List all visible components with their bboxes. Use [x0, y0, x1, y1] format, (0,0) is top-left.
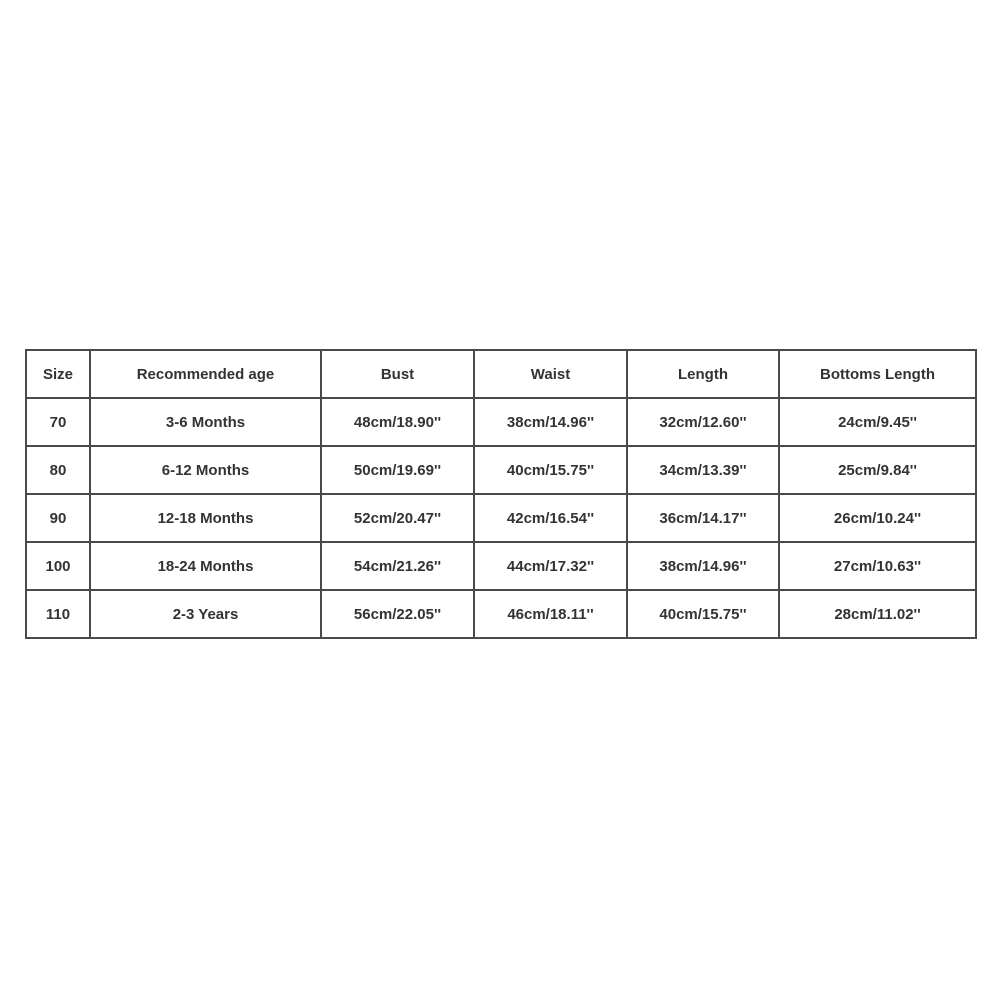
cell-size: 80: [26, 446, 90, 494]
cell-waist: 44cm/17.32'': [474, 542, 627, 590]
size-chart-table: [25, 349, 977, 639]
table-row: [26, 590, 976, 638]
table-row: [26, 494, 976, 542]
cell-waist: 42cm/16.54'': [474, 494, 627, 542]
cell-bottoms-length: 27cm/10.63'': [779, 542, 976, 590]
cell-length: 32cm/12.60'': [627, 398, 779, 446]
cell-bottoms-length: 28cm/11.02'': [779, 590, 976, 638]
table-row: [26, 446, 976, 494]
cell-recommended-age: 18-24 Months: [90, 542, 321, 590]
cell-size: 70: [26, 398, 90, 446]
header-length: Length: [627, 350, 779, 398]
header-waist: Waist: [474, 350, 627, 398]
cell-bottoms-length: 26cm/10.24'': [779, 494, 976, 542]
header-recommended-age: Recommended age: [90, 350, 321, 398]
cell-length: 40cm/15.75'': [627, 590, 779, 638]
cell-recommended-age: 3-6 Months: [90, 398, 321, 446]
header-bottoms-length: Bottoms Length: [779, 350, 976, 398]
cell-length: 36cm/14.17'': [627, 494, 779, 542]
table-row: [26, 398, 976, 446]
cell-bust: 52cm/20.47'': [321, 494, 474, 542]
table-header: [26, 350, 976, 398]
cell-waist: 38cm/14.96'': [474, 398, 627, 446]
header-bust: Bust: [321, 350, 474, 398]
cell-waist: 46cm/18.11'': [474, 590, 627, 638]
table-row: [26, 542, 976, 590]
cell-recommended-age: 12-18 Months: [90, 494, 321, 542]
cell-size: 100: [26, 542, 90, 590]
header-size: Size: [26, 350, 90, 398]
cell-size: 90: [26, 494, 90, 542]
cell-bust: 54cm/21.26'': [321, 542, 474, 590]
cell-bottoms-length: 24cm/9.45'': [779, 398, 976, 446]
cell-bust: 50cm/19.69'': [321, 446, 474, 494]
cell-recommended-age: 2-3 Years: [90, 590, 321, 638]
header-row: [26, 350, 976, 398]
cell-length: 38cm/14.96'': [627, 542, 779, 590]
cell-waist: 40cm/15.75'': [474, 446, 627, 494]
cell-bust: 48cm/18.90'': [321, 398, 474, 446]
cell-length: 34cm/13.39'': [627, 446, 779, 494]
cell-size: 110: [26, 590, 90, 638]
cell-recommended-age: 6-12 Months: [90, 446, 321, 494]
cell-bottoms-length: 25cm/9.84'': [779, 446, 976, 494]
cell-bust: 56cm/22.05'': [321, 590, 474, 638]
table-body: [26, 398, 976, 638]
